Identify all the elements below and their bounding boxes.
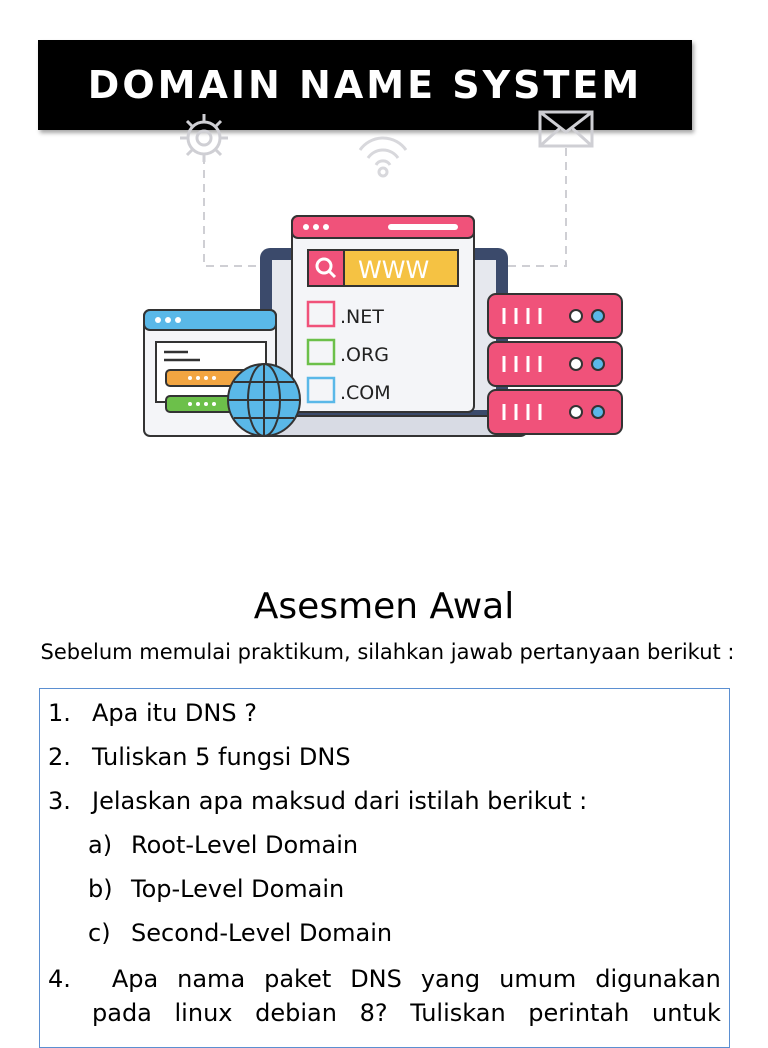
search-www-text: WWW — [358, 256, 430, 284]
question-number: 4. — [48, 965, 71, 993]
word: linux — [174, 999, 233, 1027]
question-4-line-1 — [48, 965, 721, 993]
question-number: 3. — [48, 787, 71, 815]
question-item — [48, 699, 257, 727]
browser-window — [292, 216, 474, 412]
sub-item-text: Top-Level Domain — [131, 875, 345, 903]
question-text: Jelaskan apa maksud dari istilah berikut : — [92, 787, 588, 815]
word: nama — [177, 965, 246, 993]
mail-icon — [540, 112, 592, 146]
word: untuk — [652, 999, 721, 1027]
question-number: 1. — [48, 699, 71, 727]
domain-org: .ORG — [340, 344, 389, 366]
globe-icon — [228, 364, 300, 436]
question-item — [48, 787, 587, 815]
word: umum — [499, 965, 577, 993]
sub-item-text: Root-Level Domain — [131, 831, 359, 859]
sub-item — [88, 831, 358, 859]
gear-icon — [180, 114, 228, 162]
sub-item-letter: c) — [88, 919, 111, 947]
word: 8? — [359, 999, 388, 1027]
dns-illustration — [130, 108, 640, 448]
word: pada — [92, 999, 152, 1027]
domain-com: .COM — [340, 382, 391, 404]
section-heading: Asesmen Awal — [253, 586, 515, 627]
server-stack — [488, 294, 622, 434]
page-title: DOMAIN NAME SYSTEM — [87, 63, 643, 107]
word: yang — [420, 965, 481, 993]
question-text: Tuliskan 5 fungsi DNS — [92, 743, 351, 771]
question-box — [39, 688, 730, 1048]
question-item — [48, 743, 351, 771]
sub-item — [88, 919, 392, 947]
question-item-4 — [48, 965, 721, 1027]
word: debian — [255, 999, 337, 1027]
sub-item-letter: a) — [88, 831, 113, 859]
sub-item-letter: b) — [88, 875, 113, 903]
sub-item-text: Second-Level Domain — [131, 919, 393, 947]
word: Apa — [111, 965, 159, 993]
word: perintah — [528, 999, 630, 1027]
sub-item — [88, 875, 344, 903]
intro-text: Sebelum memulai praktikum, silahkan jawab pertanyaan berikut : — [40, 640, 735, 664]
word: digunakan — [595, 965, 721, 993]
word: paket — [264, 965, 332, 993]
word: Tuliskan — [410, 999, 506, 1027]
question-number: 2. — [48, 743, 71, 771]
domain-net: .NET — [340, 306, 384, 328]
word: DNS — [350, 965, 402, 993]
wifi-icon — [360, 138, 406, 176]
question-text: Apa itu DNS ? — [92, 699, 257, 727]
question-4-line-2 — [48, 999, 721, 1027]
